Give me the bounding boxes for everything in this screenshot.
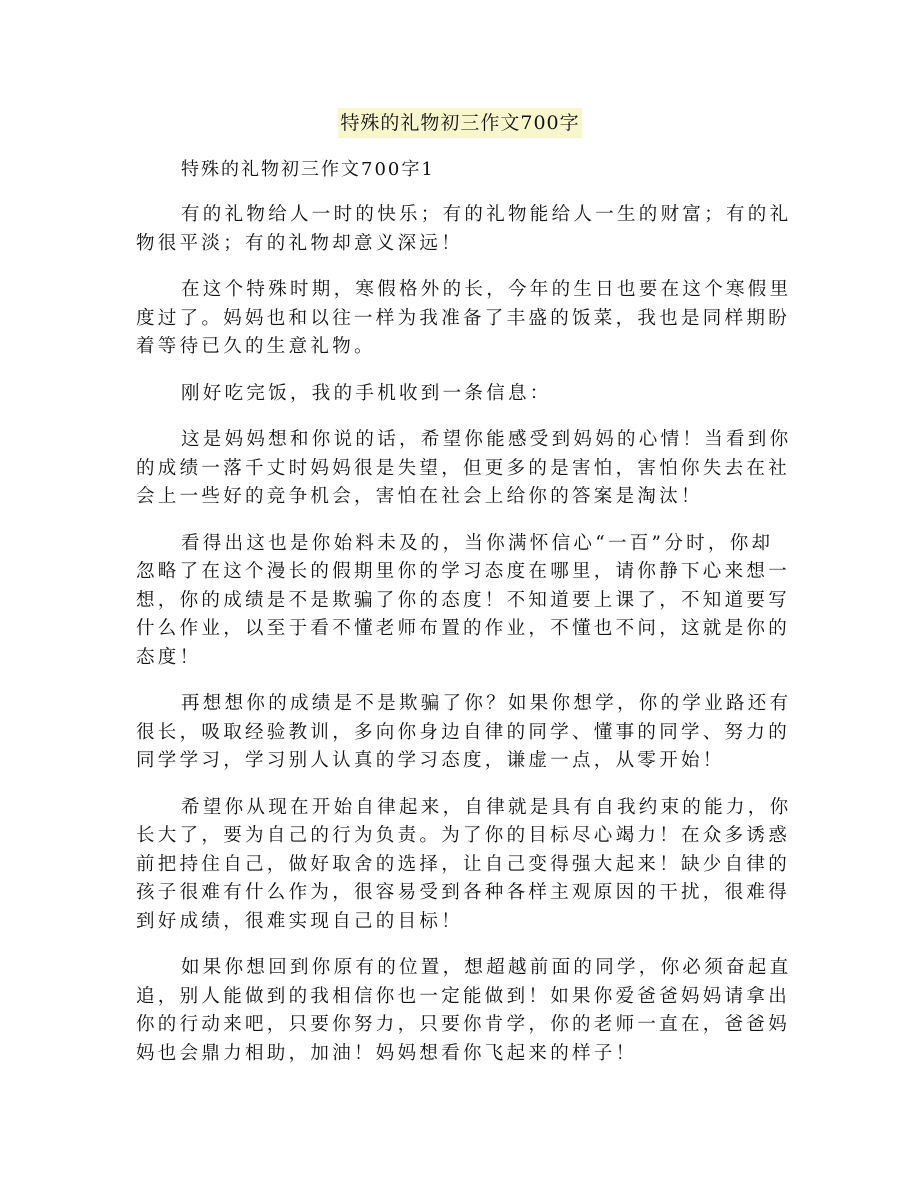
paragraph-line: 度过了。妈妈也和以往一样为我准备了丰盛的饭菜，我也是同样期盼 xyxy=(136,307,791,329)
paragraph xyxy=(136,426,792,512)
paragraph-line: 长大了，要为自己的行为负责。为了你的目标尽心竭力！在众多诱惑 xyxy=(136,825,791,846)
paragraph-line: 什么作业，以至于看不懂老师布置的作业，不懂也不问，这就是你的 xyxy=(136,618,791,639)
paragraph-line: 忽略了在这个漫长的假期里你的学习态度在哪里，请你静下心来想一 xyxy=(136,561,791,582)
paragraph-line: 到好成绩，很难实现自己的目标！ xyxy=(136,910,464,932)
paragraph-line: 这是妈妈想和你说的话，希望你能感受到妈妈的心情！当看到你 xyxy=(181,429,792,450)
paragraph-line: 有的礼物给人一时的快乐；有的礼物能给人一生的财富；有的礼 xyxy=(181,204,792,225)
paragraph-line: 看得出这也是你始料未及的，当你满怀信心“一百”分时，你却 xyxy=(181,532,774,554)
paragraph-line: 刚好吃完饭，我的手机收到一条信息： xyxy=(181,382,552,404)
paragraph-line: 同学学习，学习别人认真的学习态度，谦虚一点，从零开始！ xyxy=(136,750,725,771)
paragraph xyxy=(136,380,782,409)
paragraph xyxy=(136,530,791,673)
paragraph xyxy=(136,276,792,362)
paragraph-line: 追，别人能做到的我相信你也一定能做到！如果你爱爸爸妈妈请拿出 xyxy=(136,985,791,1007)
document-title: 特殊的礼物初三作文700字 xyxy=(338,108,581,138)
paragraph-line: 如果你想回到你原有的位置，想超越前面的同学，你必须奋起直 xyxy=(181,957,792,978)
paragraph-line: 前把持住自己，做好取舍的选择，让自己变得强大起来！缺少自律的 xyxy=(136,853,791,875)
essay-heading: 特殊的礼物初三作文700字1 xyxy=(181,159,435,180)
paragraph-line: 物很平淡；有的礼物却意义深远！ xyxy=(136,232,464,254)
paragraph xyxy=(136,954,792,1068)
paragraph-line: 的成绩一落千丈时妈妈很是失望，但更多的是害怕，害怕你失去在社 xyxy=(136,457,791,479)
paragraph-line: 妈也会鼎力相助，加油！妈妈想看你飞起来的样子！ xyxy=(136,1042,638,1064)
paragraph xyxy=(136,690,792,776)
paragraph-line: 着等待已久的生意礼物。 xyxy=(136,336,376,357)
paragraph-line: 很长，吸取经验教训，多向你身边自律的同学、懂事的同学、努力的 xyxy=(136,721,791,743)
document-body xyxy=(136,155,792,1086)
paragraph-line: 在这个特殊时期，寒假格外的长，今年的生日也要在这个寒假里 xyxy=(181,279,792,300)
paragraph-line: 态度！ xyxy=(136,646,202,668)
title-container xyxy=(0,108,920,138)
paragraph-line: 你的行动来吧，只要你努力，只要你肯学，你的老师一直在，爸爸妈 xyxy=(136,1014,791,1035)
paragraph-line: 再想想你的成绩是不是欺骗了你？如果你想学，你的学业路还有 xyxy=(181,693,792,714)
paragraph xyxy=(136,794,792,937)
paragraph-line: 希望你从现在开始自律起来，自律就是具有自我约束的能力，你 xyxy=(181,796,792,818)
paragraph-line: 想，你的成绩是不是欺骗了你的态度！不知道要上课了，不知道要写 xyxy=(136,589,791,611)
paragraph xyxy=(136,201,792,258)
paragraph-line: 孩子很难有什么作为，很容易受到各种各样主观原因的干扰，很难得 xyxy=(136,882,791,903)
paragraph-line: 会上一些好的竞争机会，害怕在社会上给你的答案是淘汰！ xyxy=(136,486,703,507)
